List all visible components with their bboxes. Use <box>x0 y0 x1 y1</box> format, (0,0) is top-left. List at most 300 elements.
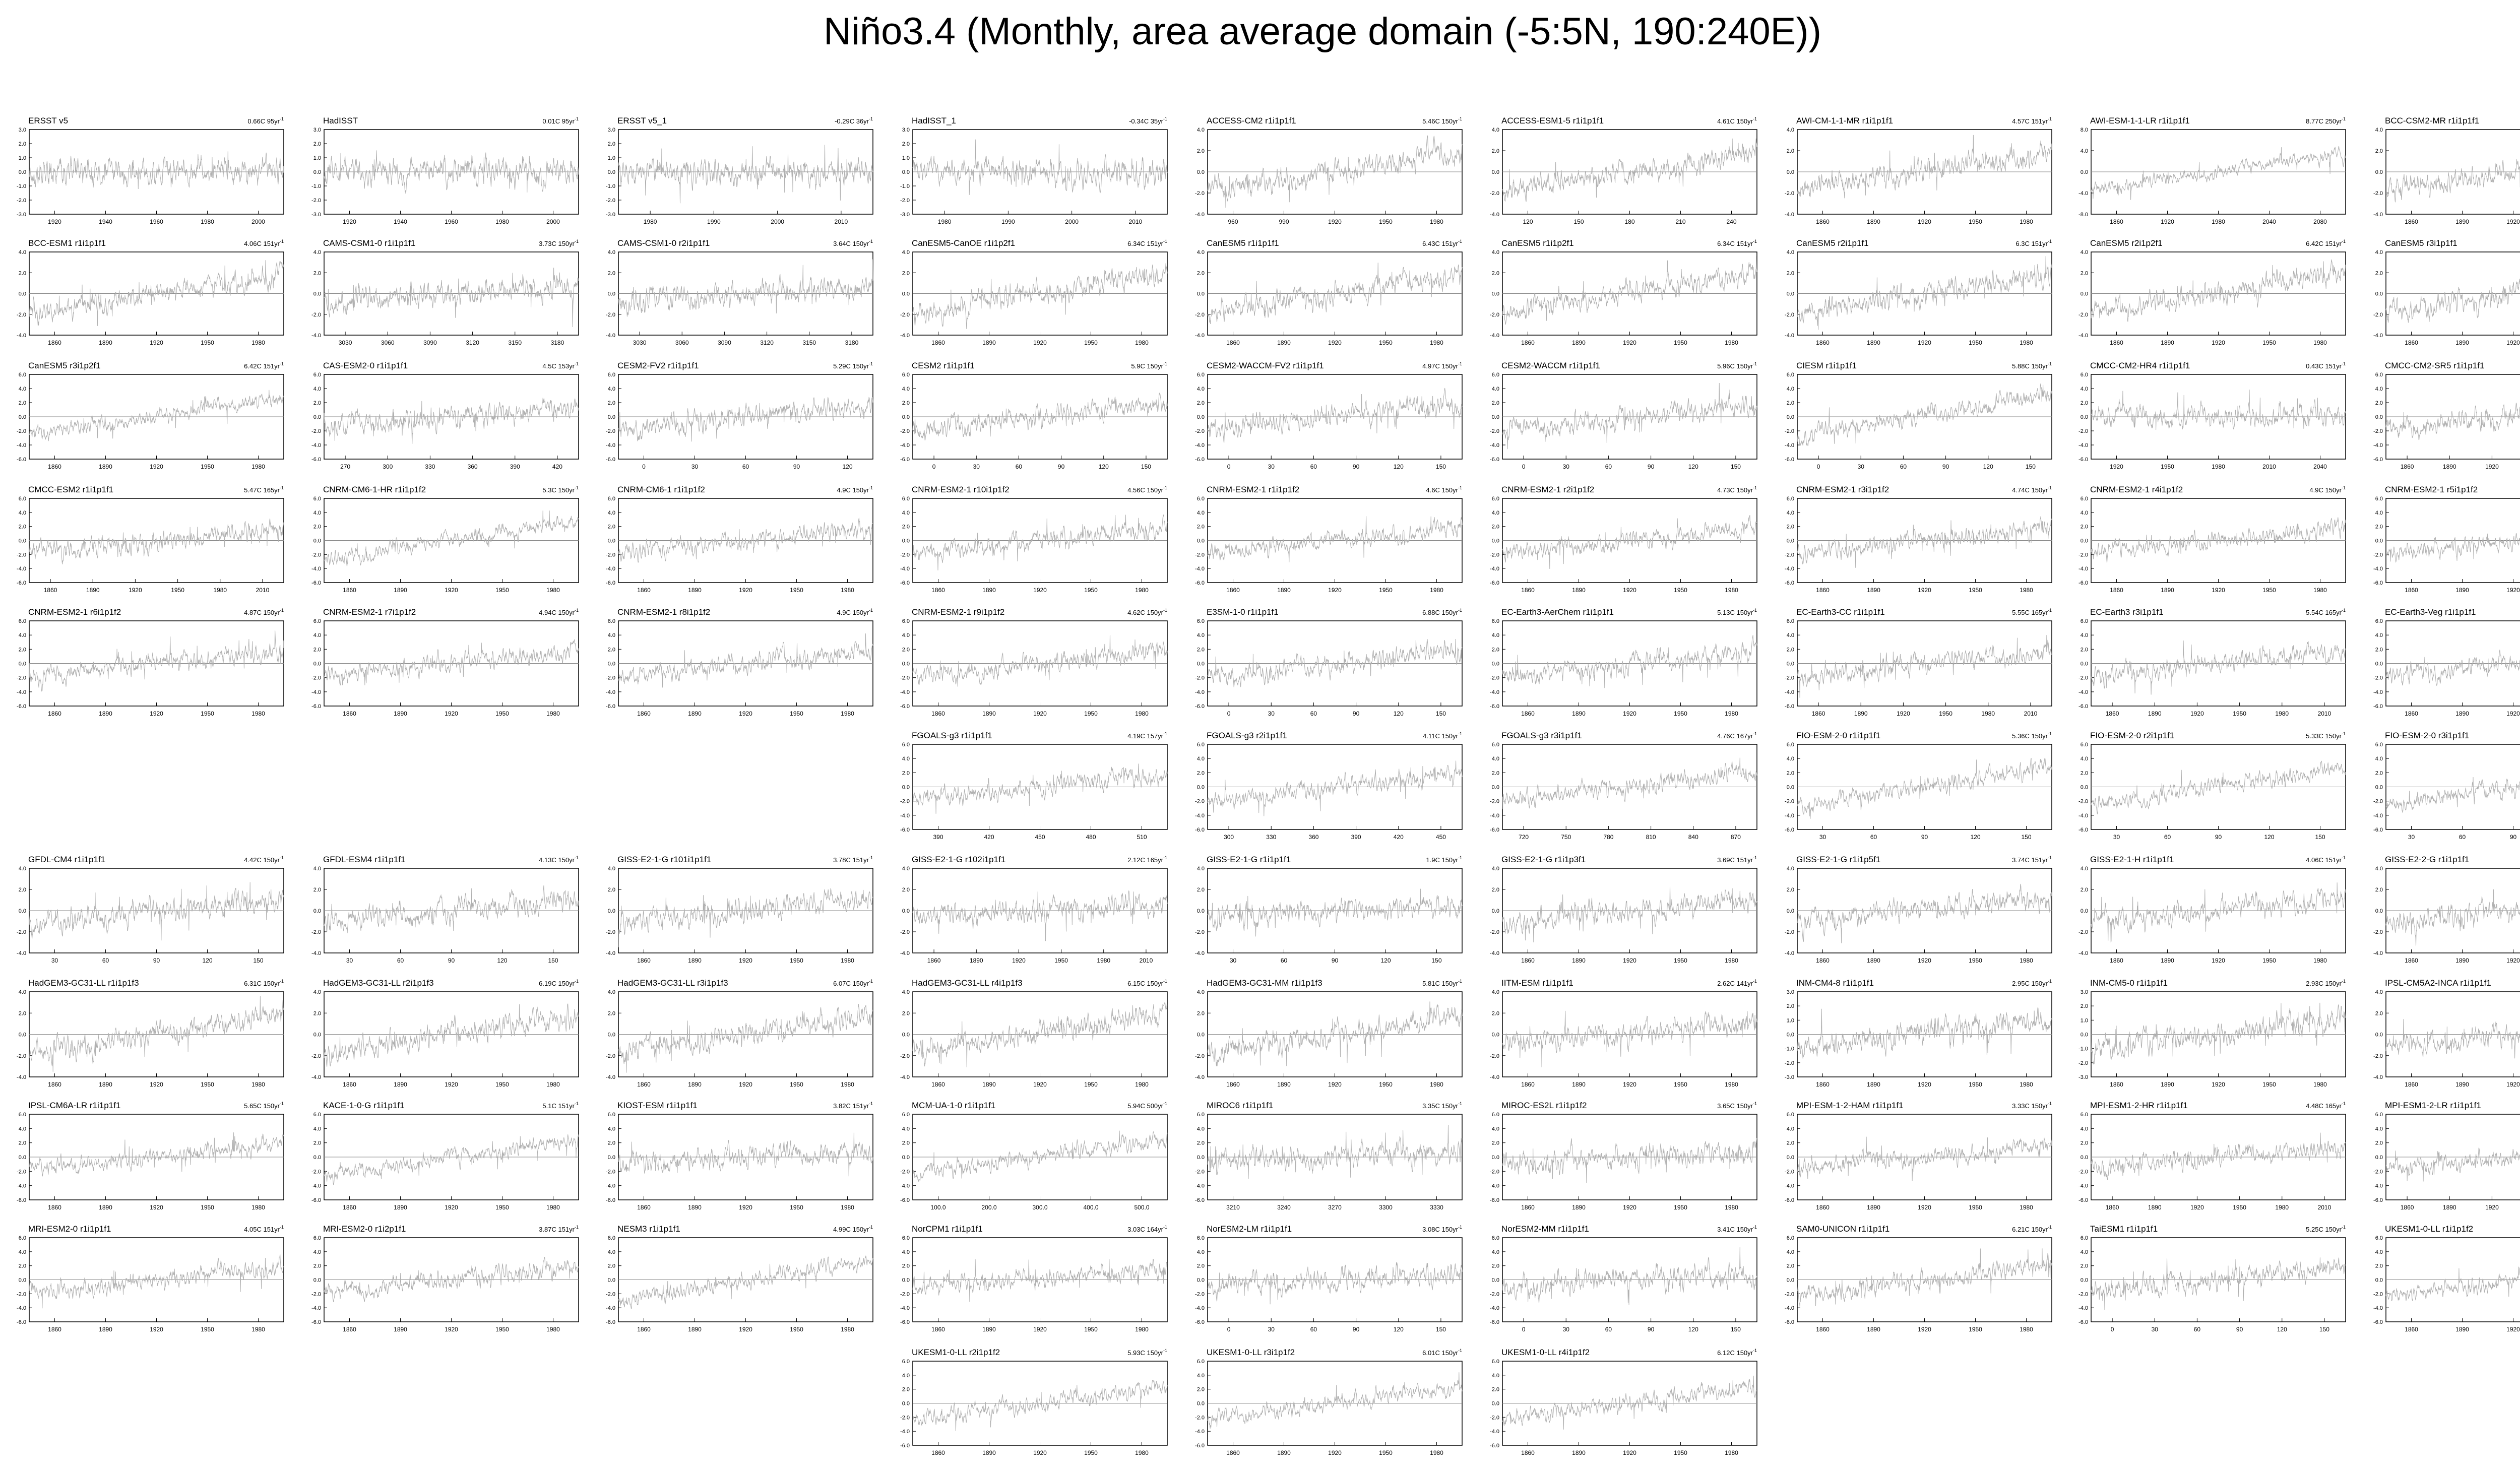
y-tick-label: 6.0 <box>2080 496 2088 502</box>
x-tick-label: 60 <box>2459 834 2466 841</box>
x-tick-label: 1890 <box>99 710 112 717</box>
panel-fio-esm-2-0-r1i1p1f1 <box>1785 731 2052 841</box>
x-tick-label: 1920 <box>445 1081 458 1088</box>
x-tick-label: 1890 <box>2455 1326 2469 1333</box>
x-tick-label: 1980 <box>1135 1081 1149 1088</box>
y-tick-label: 2.0 <box>1491 770 1499 777</box>
y-tick-label: -4.0 <box>2373 950 2383 956</box>
x-tick-label: 1890 <box>2161 957 2174 964</box>
y-tick-label: -6.0 <box>17 457 26 463</box>
y-tick-label: -4.0 <box>17 1305 26 1312</box>
series-line <box>913 1002 1167 1067</box>
x-tick-label: 1950 <box>201 1081 214 1088</box>
x-tick-label: 200.0 <box>981 1204 997 1211</box>
y-tick-label: 4.0 <box>1786 249 1794 255</box>
y-tick-label: -2.0 <box>17 428 26 434</box>
x-tick-label: 1860 <box>1816 587 1830 594</box>
y-tick-label: 2.0 <box>2080 1140 2088 1146</box>
series-line <box>1797 517 2052 568</box>
y-tick-label: -4.0 <box>606 333 615 339</box>
panel-trend: 6.42C $151yr^{-1}$ <box>244 361 284 370</box>
panel-trend: -0.34C $35yr^{-1}$ <box>1129 116 1167 125</box>
x-tick-label: 1860 <box>48 339 61 346</box>
y-tick-label: -6.0 <box>311 457 321 463</box>
y-tick-label: -6.0 <box>17 703 26 710</box>
y-tick-label: 0.0 <box>1491 1277 1499 1284</box>
panel-canesm5-r2i1p1f1 <box>1785 238 2052 346</box>
y-tick-label: 0.0 <box>18 1155 26 1161</box>
y-tick-label: 0.0 <box>1786 1032 1794 1038</box>
y-tick-label: 2.0 <box>1196 148 1205 154</box>
y-tick-label: 4.0 <box>1786 1126 1794 1132</box>
y-tick-label: -4.0 <box>2078 1183 2088 1189</box>
y-tick-label: -4.0 <box>1195 812 1205 819</box>
x-tick-label: 1890 <box>86 587 100 594</box>
y-tick-label: -4.0 <box>2078 950 2088 956</box>
y-tick-label: 0.0 <box>313 538 321 544</box>
x-tick-label: 300 <box>1224 834 1234 841</box>
panel-canesm5-r1i1p1f1 <box>1195 238 1462 346</box>
y-tick-label: 0.0 <box>607 169 615 175</box>
series-line <box>2386 520 2520 562</box>
panel-title: CanESM5-CanOE r1i1p2f1 <box>912 238 1016 248</box>
y-tick-label: -2.0 <box>311 1053 321 1059</box>
x-tick-label: 150 <box>1730 1326 1741 1333</box>
x-tick-label: 90 <box>2509 834 2517 841</box>
x-tick-label: 390 <box>510 463 520 470</box>
y-tick-label: 6.0 <box>1196 742 1205 748</box>
y-tick-label: -4.0 <box>1785 950 1794 956</box>
y-tick-label: 0.0 <box>1196 908 1205 914</box>
x-tick-label: 1950 <box>2233 1204 2246 1211</box>
y-tick-label: 2.0 <box>18 400 26 406</box>
panel-title: INM-CM5-0 r1i1p1f1 <box>2090 978 2168 988</box>
panel-title: CNRM-CM6-1-HR r1i1p1f2 <box>323 485 426 494</box>
x-tick-label: 90 <box>1942 463 1949 470</box>
y-tick-label: -4.0 <box>606 689 615 695</box>
panel-mri-esm2-0-r1i2p1f1 <box>311 1224 579 1333</box>
y-tick-label: 4.0 <box>902 1249 910 1255</box>
y-tick-label: -6.0 <box>2078 827 2088 833</box>
y-tick-label: 6.0 <box>1491 618 1499 624</box>
y-tick-label: 4.0 <box>607 866 615 872</box>
y-tick-label: -2.0 <box>606 552 615 558</box>
x-tick-label: 90 <box>1331 957 1339 964</box>
y-tick-label: 0.0 <box>2080 1277 2088 1284</box>
panel-mpi-esm-1-2-ham-r1i1p1f1 <box>1785 1101 2052 1211</box>
x-tick-label: 150 <box>1435 1326 1446 1333</box>
y-tick-label: -2.0 <box>1785 190 1794 197</box>
x-tick-label: 750 <box>1561 834 1571 841</box>
x-tick-label: 1860 <box>1816 1081 1830 1088</box>
panel-grid <box>17 116 2520 1456</box>
panel-title: GFDL-ESM4 r1i1p1f1 <box>323 855 406 864</box>
panel-title: UKESM1-0-LL r4i1p1f2 <box>1501 1348 1590 1357</box>
x-tick-label: 420 <box>552 463 562 470</box>
x-tick-label: 1950 <box>1084 1081 1098 1088</box>
x-tick-label: 1980 <box>546 710 560 717</box>
x-tick-label: 1860 <box>637 957 651 964</box>
y-tick-label: 3.0 <box>313 127 321 133</box>
y-tick-label: 6.0 <box>1491 372 1499 378</box>
x-tick-label: 1920 <box>1623 1081 1636 1088</box>
y-tick-label: 2.0 <box>1196 770 1205 777</box>
x-tick-label: 1920 <box>1623 587 1636 594</box>
y-tick-label: 6.0 <box>313 496 321 502</box>
x-tick-label: 1890 <box>982 1081 996 1088</box>
series-line <box>1502 1376 1757 1430</box>
panel-title: IITM-ESM r1i1p1f1 <box>1501 978 1573 988</box>
y-tick-label: 0.0 <box>902 1155 910 1161</box>
y-tick-label: 0.0 <box>2080 1032 2088 1038</box>
y-tick-label: -4.0 <box>2373 1074 2383 1080</box>
panel-ec-earth3-cc-r1i1p1f1 <box>1785 607 2052 717</box>
x-tick-label: 1980 <box>2275 710 2289 717</box>
panel-cesm2-fv2-r1i1p1f1 <box>606 361 873 470</box>
x-tick-label: 1890 <box>2455 339 2469 346</box>
panel-trend: 3.69C $151yr^{-1}$ <box>1717 855 1757 864</box>
x-tick-label: 120 <box>1970 834 1981 841</box>
y-tick-label: 2.0 <box>2375 148 2383 154</box>
y-tick-label: -4.0 <box>2373 1183 2383 1189</box>
panel-title: CESM2-WACCM r1i1p1f1 <box>1501 361 1600 370</box>
y-tick-label: 2.0 <box>313 270 321 277</box>
panel-title: NESM3 r1i1p1f1 <box>617 1224 680 1234</box>
x-tick-label: 1920 <box>1012 957 1026 964</box>
y-tick-label: -3.0 <box>17 212 26 218</box>
y-tick-label: -6.0 <box>1490 827 1499 833</box>
y-tick-label: -2.0 <box>2373 675 2383 681</box>
x-tick-label: 1950 <box>1674 710 1687 717</box>
series-line <box>913 890 1167 941</box>
y-tick-label: 6.0 <box>18 1235 26 1241</box>
y-tick-label: -6.0 <box>2373 827 2383 833</box>
panel-norcpm1-r1i1p1f1 <box>900 1224 1167 1333</box>
y-tick-label: -2.0 <box>1490 1415 1499 1421</box>
x-tick-label: 1860 <box>1816 957 1830 964</box>
y-tick-label: -6.0 <box>2078 580 2088 586</box>
panel-trend: 5.33C $150yr^{-1}$ <box>2306 731 2346 740</box>
y-tick-label: -6.0 <box>311 580 321 586</box>
x-tick-label: 390 <box>933 834 943 841</box>
x-tick-label: 1980 <box>2020 1204 2033 1211</box>
x-tick-label: 1860 <box>1816 218 1830 225</box>
series-line <box>1208 761 1462 816</box>
y-tick-label: 4.0 <box>902 1372 910 1379</box>
y-tick-label: 0.0 <box>902 1277 910 1284</box>
panel-trend: 3.73C $150yr^{-1}$ <box>539 239 579 247</box>
y-tick-label: -6.0 <box>1490 1443 1499 1449</box>
x-tick-label: 1860 <box>48 463 61 470</box>
y-tick-label: -2.0 <box>900 311 910 318</box>
y-tick-label: 0.0 <box>1491 1155 1499 1161</box>
x-tick-label: 120 <box>1688 463 1698 470</box>
x-tick-label: 1890 <box>2148 710 2162 717</box>
x-tick-label: 30 <box>1229 957 1237 964</box>
y-tick-label: -4.0 <box>1195 689 1205 695</box>
y-tick-label: 0.0 <box>1786 784 1794 791</box>
panel-hadgem3-gc31-ll-r3i1p1f3 <box>606 978 873 1088</box>
y-tick-label: -4.0 <box>311 1305 321 1312</box>
panel-title: AWI-ESM-1-1-LR r1i1p1f1 <box>2090 116 2190 125</box>
y-tick-label: -6.0 <box>311 703 321 710</box>
x-tick-label: 1980 <box>2313 1081 2327 1088</box>
x-tick-label: 1980 <box>1725 957 1738 964</box>
y-tick-label: -6.0 <box>1785 580 1794 586</box>
x-tick-label: 60 <box>2193 1326 2201 1333</box>
y-tick-label: 0.0 <box>1786 1155 1794 1161</box>
x-tick-label: 90 <box>1921 834 1928 841</box>
x-tick-label: 1920 <box>129 587 142 594</box>
y-tick-label: 6.0 <box>1786 1112 1794 1118</box>
y-tick-label: 4.0 <box>313 632 321 639</box>
x-tick-label: 1950 <box>1054 957 1068 964</box>
y-tick-label: 2.0 <box>1786 270 1794 277</box>
y-tick-label: 0.0 <box>607 1032 615 1038</box>
y-tick-label: -6.0 <box>17 580 26 586</box>
y-tick-label: -4.0 <box>1785 442 1794 449</box>
panel-cnrm-esm2-1-r3i1p1f2 <box>1785 485 2052 594</box>
x-tick-label: 1890 <box>99 463 112 470</box>
x-tick-label: 300.0 <box>1032 1204 1048 1211</box>
panel-trend: 4.6C $150yr^{-1}$ <box>1426 485 1462 494</box>
panel-trend: 5.36C $150yr^{-1}$ <box>2012 731 2052 740</box>
y-tick-label: -2.0 <box>2078 929 2088 935</box>
y-tick-label: 0.0 <box>18 908 26 914</box>
y-tick-label: -2.0 <box>2078 552 2088 558</box>
x-tick-label: 1860 <box>1521 1081 1535 1088</box>
y-tick-label: 0.0 <box>2375 908 2383 914</box>
y-tick-label: -6.0 <box>1195 703 1205 710</box>
x-tick-label: 1920 <box>2506 1081 2520 1088</box>
panel-trend: 5.65C $150yr^{-1}$ <box>244 1101 284 1110</box>
panel-bcc-csm2-mr-r1i1p1f1 <box>2373 116 2520 225</box>
panel-title: CMCC-CM2-HR4 r1i1p1f1 <box>2090 361 2190 370</box>
x-tick-label: 360 <box>467 463 478 470</box>
y-tick-label: -6.0 <box>1490 457 1499 463</box>
y-tick-label: -2.0 <box>1785 1169 1794 1175</box>
x-tick-label: 1950 <box>1674 587 1687 594</box>
series-line <box>324 640 579 686</box>
panel-cas-esm2-0-r1i1p1f1 <box>311 361 579 470</box>
x-tick-label: 1890 <box>1277 1449 1291 1456</box>
series-line <box>324 510 579 566</box>
panel-trend: 5.54C $165yr^{-1}$ <box>2306 608 2346 616</box>
panel-title: KACE-1-0-G r1i1p1f1 <box>323 1101 405 1110</box>
y-tick-label: 2.0 <box>2080 524 2088 530</box>
y-tick-label: 1.0 <box>18 155 26 161</box>
x-tick-label: 30 <box>1268 463 1275 470</box>
panel-trend: 3.82C $151yr^{-1}$ <box>833 1101 873 1110</box>
y-tick-label: 2.0 <box>2080 1263 2088 1269</box>
series-line <box>1502 635 1757 688</box>
y-tick-label: 0.0 <box>1786 538 1794 544</box>
x-tick-label: 1950 <box>201 1204 214 1211</box>
y-tick-label: 2.0 <box>18 647 26 653</box>
x-tick-label: 30 <box>1562 1326 1569 1333</box>
x-tick-label: 1920 <box>48 218 61 225</box>
y-tick-label: 4.0 <box>18 386 26 392</box>
y-tick-label: 6.0 <box>1196 496 1205 502</box>
y-tick-label: 6.0 <box>2375 618 2383 624</box>
y-tick-label: 4.0 <box>1491 127 1499 133</box>
x-tick-label: 1980 <box>2313 957 2327 964</box>
y-tick-label: -3.0 <box>606 212 615 218</box>
x-tick-label: 1890 <box>1867 1326 1880 1333</box>
panel-title: E3SM-1-0 r1i1p1f1 <box>1207 607 1279 617</box>
x-tick-label: 120 <box>842 463 853 470</box>
y-tick-label: -2.0 <box>1785 929 1794 935</box>
x-tick-label: 1950 <box>1969 1326 1982 1333</box>
x-tick-label: 1980 <box>251 1081 265 1088</box>
x-tick-label: 1890 <box>969 957 983 964</box>
y-tick-label: -2.0 <box>606 675 615 681</box>
panel-trend: 4.62C $150yr^{-1}$ <box>1127 608 1167 616</box>
x-tick-label: 3240 <box>1277 1204 1291 1211</box>
y-tick-label: 4.0 <box>1786 866 1794 872</box>
y-tick-label: 2.0 <box>313 400 321 406</box>
x-tick-label: 1920 <box>739 1326 752 1333</box>
y-tick-label: -4.0 <box>2373 1305 2383 1312</box>
panel-title: CNRM-ESM2-1 r8i1p1f2 <box>617 607 711 617</box>
panel-ciesm-r1i1p1f1 <box>1785 361 2052 470</box>
y-tick-label: 2.0 <box>313 1140 321 1146</box>
panel-trend: 4.42C $150yr^{-1}$ <box>244 855 284 864</box>
panel-access-esm1-5-r1i1p1f1 <box>1490 116 1757 225</box>
y-tick-label: 0.0 <box>18 1032 26 1038</box>
panel-bcc-esm1-r1i1p1f1 <box>17 238 284 346</box>
panel-trend: 0.01C $95yr^{-1}$ <box>542 116 579 125</box>
series-line <box>1208 1001 1462 1066</box>
panel-trend: -0.29C $36yr^{-1}$ <box>835 116 873 125</box>
panel-title: CanESM5 r3i1p1f1 <box>2385 238 2458 248</box>
x-tick-label: 3060 <box>675 339 689 346</box>
x-tick-label: 1980 <box>1725 587 1738 594</box>
panel-trend: 3.33C $150yr^{-1}$ <box>2012 1101 2052 1110</box>
y-tick-label: -2.0 <box>1195 1169 1205 1175</box>
series-line <box>1502 139 1757 202</box>
x-tick-label: 1860 <box>1521 957 1535 964</box>
y-tick-label: 1.0 <box>902 155 910 161</box>
y-tick-label: -3.0 <box>311 212 321 218</box>
y-tick-label: 4.0 <box>2080 632 2088 639</box>
y-tick-label: -2.0 <box>311 1291 321 1298</box>
x-tick-label: 0 <box>1522 463 1526 470</box>
x-tick-label: 3120 <box>760 339 774 346</box>
x-tick-label: 1860 <box>931 1449 945 1456</box>
x-tick-label: 120 <box>1983 463 1993 470</box>
y-tick-label: -6.0 <box>2078 703 2088 710</box>
y-tick-label: 2.0 <box>902 270 910 277</box>
y-tick-label: -2.0 <box>1195 1415 1205 1421</box>
y-tick-label: 2.0 <box>1196 1263 1205 1269</box>
y-tick-label: -2.0 <box>606 311 615 318</box>
x-tick-label: 1890 <box>394 1326 407 1333</box>
y-tick-label: -4.0 <box>2078 333 2088 339</box>
x-tick-label: 120 <box>1393 710 1404 717</box>
panel-title: GISS-E2-1-H r1i1p1f1 <box>2090 855 2174 864</box>
panel-giss-e2-1-g-r1i1p5f1 <box>1785 855 2052 964</box>
y-tick-label: 0.0 <box>1196 784 1205 791</box>
panel-title: MCM-UA-1-0 r1i1p1f1 <box>912 1101 996 1110</box>
x-tick-label: 3030 <box>633 339 647 346</box>
panel-title: EC-Earth3 r3i1p1f1 <box>2090 607 2164 617</box>
x-tick-label: 870 <box>1730 834 1741 841</box>
x-tick-label: 1920 <box>2506 1326 2520 1333</box>
panel-title: GISS-E2-1-G r1i1p1f1 <box>1207 855 1291 864</box>
y-tick-label: -6.0 <box>2373 457 2383 463</box>
y-tick-label: 6.0 <box>607 1112 615 1118</box>
x-tick-label: 1920 <box>2212 1081 2225 1088</box>
panel-title: GISS-E2-1-G r102i1p1f1 <box>912 855 1006 864</box>
series-line <box>1502 886 1757 942</box>
x-tick-label: 1980 <box>1981 710 1995 717</box>
panel-title: MRI-ESM2-0 r1i2p1f1 <box>323 1224 406 1234</box>
x-tick-label: 3090 <box>423 339 437 346</box>
x-tick-label: 60 <box>742 463 749 470</box>
y-tick-label: 4.0 <box>1491 989 1499 995</box>
y-tick-label: -2.0 <box>2373 311 2383 318</box>
y-tick-label: 4.0 <box>313 386 321 392</box>
y-tick-label: 4.0 <box>902 989 910 995</box>
y-tick-label: -4.0 <box>1785 1305 1794 1312</box>
y-tick-label: 0.0 <box>607 291 615 297</box>
x-tick-label: 1980 <box>546 1204 560 1211</box>
x-tick-label: 90 <box>448 957 455 964</box>
series-line <box>618 260 873 317</box>
x-tick-label: 60 <box>397 957 404 964</box>
x-tick-label: 1980 <box>841 957 854 964</box>
y-tick-label: 6.0 <box>902 1235 910 1241</box>
x-tick-label: 1950 <box>1084 710 1098 717</box>
y-tick-label: 0.0 <box>2375 784 2383 791</box>
panel-title: CanESM5 r1i1p1f1 <box>1207 238 1279 248</box>
y-tick-label: 2.0 <box>1786 647 1794 653</box>
panel-trend: 6.34C $151yr^{-1}$ <box>1717 239 1757 247</box>
y-tick-label: -2.0 <box>17 552 26 558</box>
panel-trend: 4.61C $150yr^{-1}$ <box>1717 116 1757 125</box>
x-tick-label: 1860 <box>48 710 61 717</box>
y-tick-label: 4.0 <box>1196 632 1205 639</box>
x-tick-label: 1980 <box>1135 1449 1149 1456</box>
y-tick-label: -2.0 <box>900 798 910 805</box>
y-tick-label: 4.0 <box>2080 386 2088 392</box>
y-tick-label: -4.0 <box>2373 812 2383 819</box>
y-tick-label: 4.0 <box>2080 1249 2088 1255</box>
y-tick-label: 2.0 <box>1196 1140 1205 1146</box>
x-tick-label: 1980 <box>2020 339 2033 346</box>
panel-trend: 6.01C $150yr^{-1}$ <box>1422 1348 1462 1357</box>
panel-trend: 5.47C $165yr^{-1}$ <box>244 485 284 494</box>
x-tick-label: 0 <box>1816 463 1820 470</box>
y-tick-label: 4.0 <box>2375 386 2383 392</box>
series-line <box>2386 883 2520 946</box>
panel-title: NorESM2-LM r1i1p1f1 <box>1207 1224 1292 1234</box>
x-tick-label: 1860 <box>637 710 651 717</box>
y-tick-label: -4.0 <box>311 1183 321 1189</box>
panel-title: EC-Earth3-AerChem r1i1p1f1 <box>1501 607 1614 617</box>
panel-title: FIO-ESM-2-0 r1i1p1f1 <box>1796 731 1881 740</box>
panel-giss-e2-1-h-r1i1p1f1 <box>2078 855 2346 964</box>
series-line <box>2386 1012 2520 1059</box>
x-tick-label: 2010 <box>256 587 270 594</box>
y-tick-label: 2.0 <box>313 524 321 530</box>
panel-title: FGOALS-g3 r3i1p1f1 <box>1501 731 1582 740</box>
y-tick-label: 2.0 <box>18 1140 26 1146</box>
series-line <box>1502 1011 1757 1067</box>
y-tick-label: 4.0 <box>18 1249 26 1255</box>
y-tick-label: 0.0 <box>607 414 615 420</box>
